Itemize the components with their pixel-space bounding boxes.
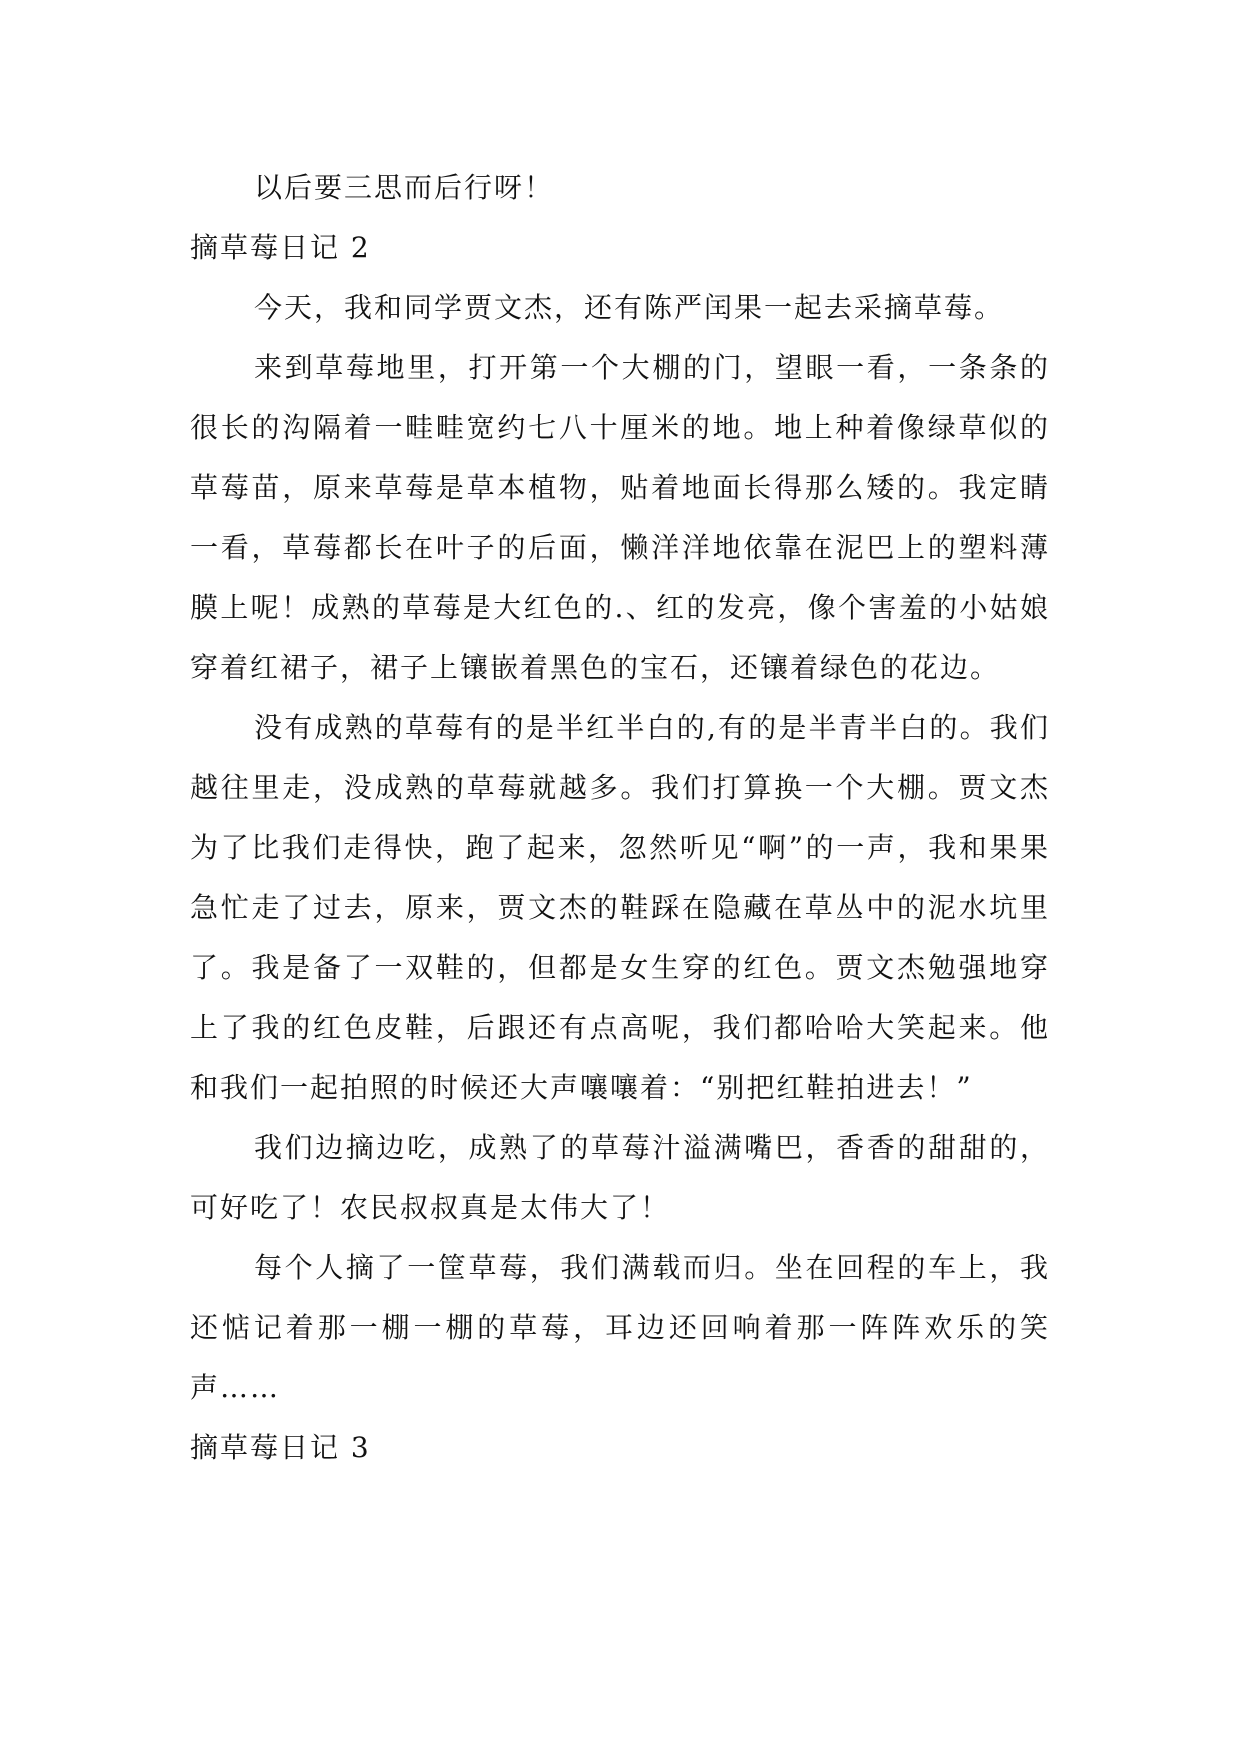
paragraph-return: 每个人摘了一筐草莓，我们满载而归。坐在回程的车上，我还惦记着那一棚一棚的草莓，耳边还回响着那一阵阵欢乐的笑声…… [190, 1251, 1050, 1404]
text-column [190, 158, 1050, 1478]
paragraph-unripe-strawberries: 没有成熟的草莓有的是半红半白的,有的是半青半白的。我们越往里走，没成熟的草莓就越多。我们打算换一个大棚。贾文杰为了比我们走得快，跑了起来，忽然听见“啊”的一声，我和果果急忙走了过去，原来，贾文杰的鞋踩在隐藏在草丛中的泥水坑里了。我是备了一双鞋的，但都是女生穿的红色。贾文杰勉强地穿上了我的红色皮鞋，后跟还有点高呢，我们都哈哈大笑起来。他和我们一起拍照的时候还大声嚷嚷着：“别把红鞋拍进去！” [190, 711, 1050, 1104]
paragraph-closing-previous: 以后要三思而后行呀！ [254, 171, 555, 204]
paragraph-intro: 今天，我和同学贾文杰，还有陈严闰果一起去采摘草莓。 [254, 291, 1005, 324]
paragraph-greenhouse: 来到草莓地里，打开第一个大棚的门，望眼一看，一条条的很长的沟隔着一畦畦宽约七八十厘米的地。地上种着像绿草似的草莓苗，原来草莓是草本植物，贴着地面长得那么矮的。我定睛一看，草莓都长在叶子的后面，懒洋洋地依靠在泥巴上的塑料薄膜上呢！成熟的草莓是大红色的.、红的发亮，像个害羞的小姑娘穿着红裙子，裙子上镶嵌着黑色的宝石，还镶着绿色的花边。 [190, 351, 1050, 684]
paragraph-eating: 我们边摘边吃，成熟了的草莓汁溢满嘴巴，香香的甜甜的，可好吃了！农民叔叔真是太伟大了！ [190, 1131, 1050, 1224]
section-heading-2: 摘草莓日记 2 [190, 231, 371, 264]
section-heading-3: 摘草莓日记 3 [190, 1431, 371, 1464]
